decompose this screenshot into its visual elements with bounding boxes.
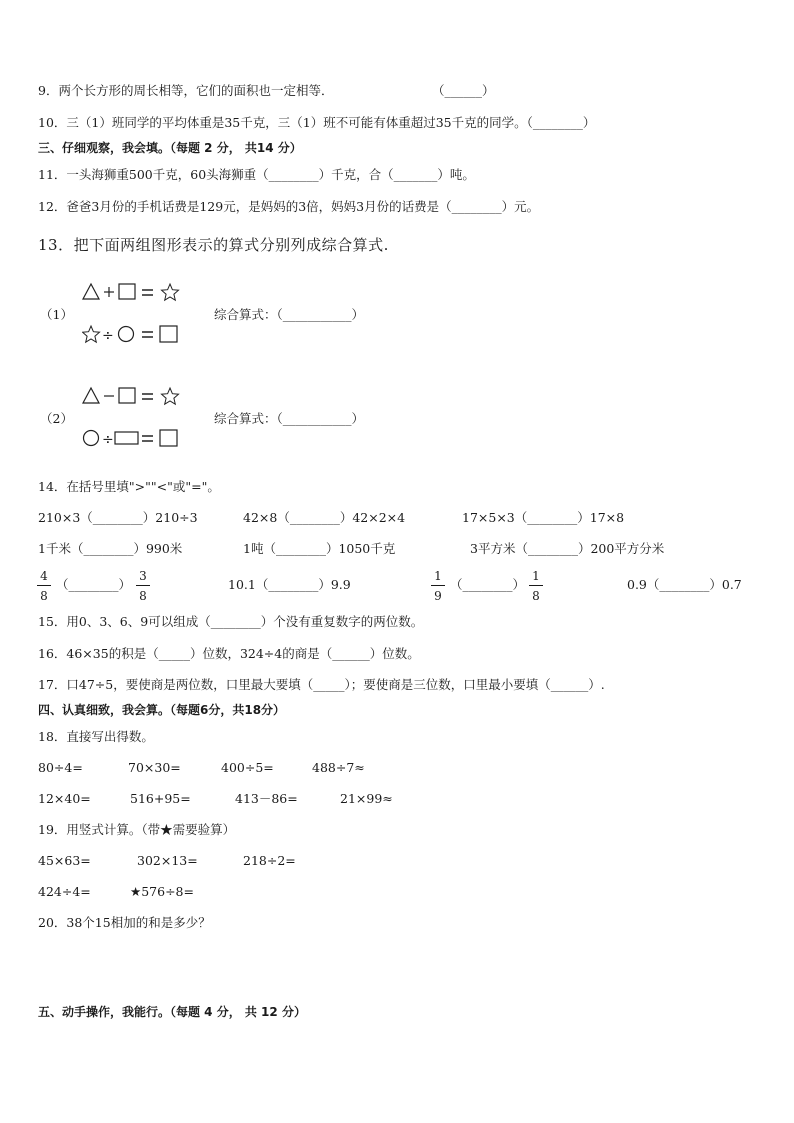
fraction-3-8: 3 8 xyxy=(136,569,150,603)
q13-part2-label: （2） xyxy=(40,411,73,426)
circle-icon xyxy=(119,327,134,342)
divide-sign: ÷ xyxy=(102,328,114,344)
question-13: 13．把下面两组图形表示的算式分别列成综合算式. xyxy=(38,236,389,254)
q19-item: 218÷2= xyxy=(243,853,296,868)
question-9 xyxy=(38,82,333,100)
fraction-1-9: 1 9 xyxy=(431,569,445,603)
square-icon xyxy=(119,388,135,403)
q19-item: 45×63= xyxy=(38,853,91,868)
question-18: 18．直接写出得数。 xyxy=(38,729,154,744)
question-12: 12．爸爸3月份的手机话费是129元，是妈妈的3倍，妈妈3月份的话费是（________）元。 xyxy=(38,199,540,214)
q19-item: ★576÷8= xyxy=(130,884,194,899)
question-16: 16．46×35的积是（_____）位数，324÷4的商是（______）位数。 xyxy=(38,646,420,661)
question-20: 20．38个15相加的和是多少？ xyxy=(38,915,211,930)
q14-item-blank[interactable]: （________） xyxy=(450,577,526,592)
q13-part2-answer[interactable]: 综合算式：（___________） xyxy=(214,411,365,426)
question-11: 11．一头海狮重500千克，60头海狮重（________）千克，合（_______）吨。 xyxy=(38,167,475,182)
q14-item[interactable]: 17×5×3（________）17×8 xyxy=(462,510,625,525)
divide-sign: ÷ xyxy=(102,432,114,448)
q18-item: 413－86= xyxy=(235,791,298,806)
section-5-heading: 五、动手操作，我能行。（每题 4 分， 共 12 分） xyxy=(38,1005,306,1019)
star-icon xyxy=(162,388,179,404)
q13-part1-figure xyxy=(82,282,187,348)
q14-item[interactable]: 1吨（________）1050千克 xyxy=(243,541,396,556)
question-9-blank[interactable]: （______） xyxy=(432,83,495,98)
q19-item: 424÷4= xyxy=(38,884,91,899)
question-19: 19．用竖式计算。（带★需要验算） xyxy=(38,822,236,837)
q18-item: 488÷7≈ xyxy=(312,760,365,775)
q14-item-blank[interactable]: （________） xyxy=(56,577,132,592)
q18-item: 70×30= xyxy=(128,760,181,775)
triangle-icon xyxy=(83,284,99,299)
q14-item[interactable]: 10.1（________）9.9 xyxy=(228,577,351,592)
circle-icon xyxy=(84,431,99,446)
section-4-heading: 四、认真细致，我会算。（每题6分，共18分） xyxy=(38,703,286,717)
section-3-heading: 三、仔细观察，我会填。（每题 2 分， 共14 分） xyxy=(38,141,302,155)
q14-item[interactable]: 1千米（________）990米 xyxy=(38,541,183,556)
rectangle-icon xyxy=(115,432,138,444)
star-icon xyxy=(162,284,179,300)
q19-item: 302×13= xyxy=(137,853,198,868)
square-icon xyxy=(119,284,135,299)
q18-item: 80÷4= xyxy=(38,760,83,775)
question-15: 15．用0、3、6、9可以组成（________）个没有重复数字的两位数。 xyxy=(38,614,424,629)
fraction-4-8: 4 8 xyxy=(37,569,51,603)
q14-item[interactable]: 42×8（________）42×2×4 xyxy=(243,510,406,525)
question-17: 17．口47÷5，要使商是两位数，口里最大要填（_____）；要使商是三位数，口里最小要填（______）. xyxy=(38,677,605,692)
question-14: 14．在括号里填">""<"或"="。 xyxy=(38,479,220,494)
square-icon xyxy=(160,326,177,342)
q18-item: 21×99≈ xyxy=(340,791,393,806)
q14-item[interactable]: 0.9（________）0.7 xyxy=(627,577,742,592)
q18-item: 400÷5= xyxy=(221,760,274,775)
q14-item[interactable]: 210×3（________）210÷3 xyxy=(38,510,198,525)
question-10: 10．三（1）班同学的平均体重是35千克，三（1）班不可能有体重超过35千克的同学。（________） xyxy=(38,115,596,130)
star-icon xyxy=(83,326,100,342)
triangle-icon xyxy=(83,388,99,403)
q13-part1-label: （1） xyxy=(40,307,73,322)
q13-part1-answer[interactable]: 综合算式：（___________） xyxy=(214,307,365,322)
square-icon xyxy=(160,430,177,446)
q18-item: 516+95= xyxy=(130,791,191,806)
question-9-text: 9．两个长方形的周长相等，它们的面积也一定相等． xyxy=(38,83,334,98)
q18-item: 12×40= xyxy=(38,791,91,806)
q13-part2-figure xyxy=(82,386,187,452)
q14-item[interactable]: 3平方米（________）200平方分米 xyxy=(470,541,665,556)
fraction-1-8: 1 8 xyxy=(529,569,543,603)
